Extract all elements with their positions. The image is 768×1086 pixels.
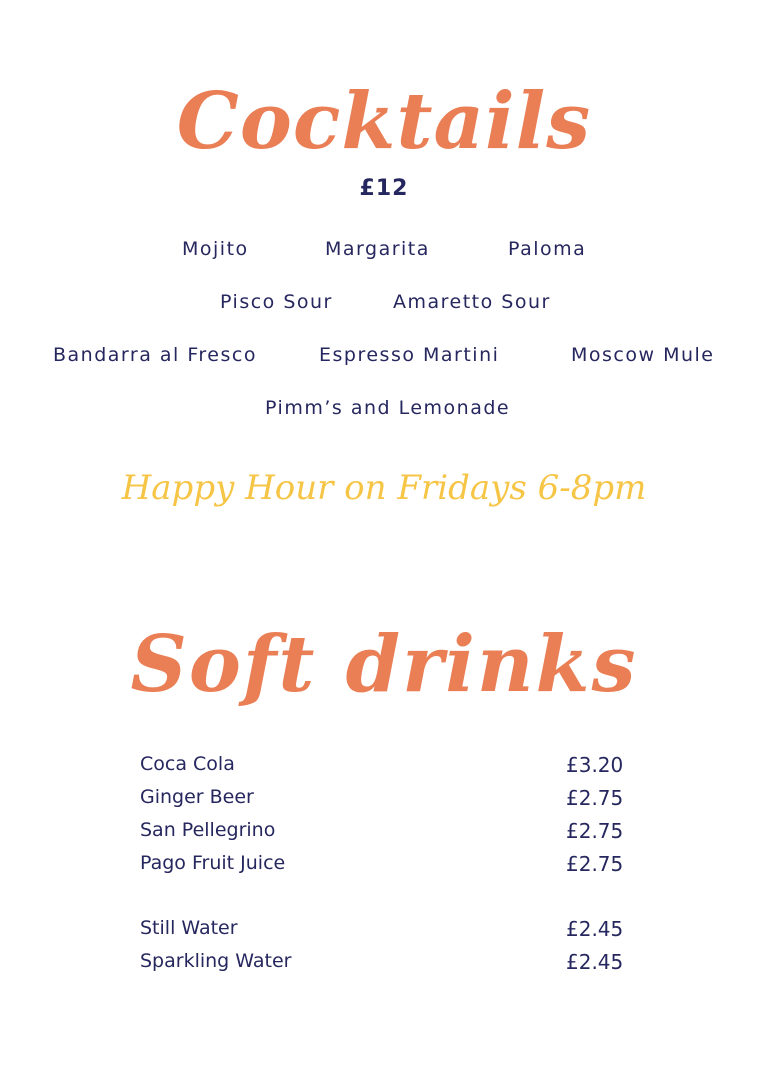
drink-name: Sparkling Water [140, 950, 292, 972]
drink-row [140, 819, 630, 849]
drink-price: £2.45 [566, 950, 624, 974]
drink-price: £3.20 [566, 753, 624, 777]
happy-hour-promo: Happy Hour on Fridays 6-8pm [121, 468, 647, 508]
cocktail-item: Margarita [325, 238, 430, 260]
cocktail-item: Paloma [508, 238, 587, 260]
cocktail-item: Mojito [182, 238, 249, 260]
drink-row [140, 950, 630, 980]
soft-drinks-heading: Soft drinks [130, 619, 638, 710]
cocktail-row-1 [0, 238, 768, 268]
drink-price: £2.75 [566, 819, 624, 843]
cocktail-row-4 [0, 397, 768, 427]
cocktail-row-3 [0, 344, 768, 374]
drink-price: £2.75 [566, 786, 624, 810]
cocktail-item: Moscow Mule [571, 344, 715, 366]
drink-name: Still Water [140, 917, 238, 939]
cocktails-price: £12 [359, 176, 409, 201]
drink-name: Pago Fruit Juice [140, 852, 286, 874]
drink-row [140, 917, 630, 947]
drink-name: San Pellegrino [140, 819, 276, 841]
cocktail-row-2 [0, 291, 768, 321]
cocktail-item: Pimm’s and Lemonade [265, 397, 511, 419]
drink-row [140, 753, 630, 783]
drink-price: £2.45 [566, 917, 624, 941]
cocktail-item: Pisco Sour [220, 291, 333, 313]
cocktail-item: Bandarra al Fresco [53, 344, 257, 366]
cocktails-heading: Cocktails [176, 76, 592, 167]
drink-row [140, 852, 630, 882]
drink-price: £2.75 [566, 852, 624, 876]
drink-name: Coca Cola [140, 753, 235, 775]
drink-name: Ginger Beer [140, 786, 254, 808]
cocktail-item: Espresso Martini [319, 344, 500, 366]
cocktail-item: Amaretto Sour [393, 291, 551, 313]
drink-row [140, 786, 630, 816]
